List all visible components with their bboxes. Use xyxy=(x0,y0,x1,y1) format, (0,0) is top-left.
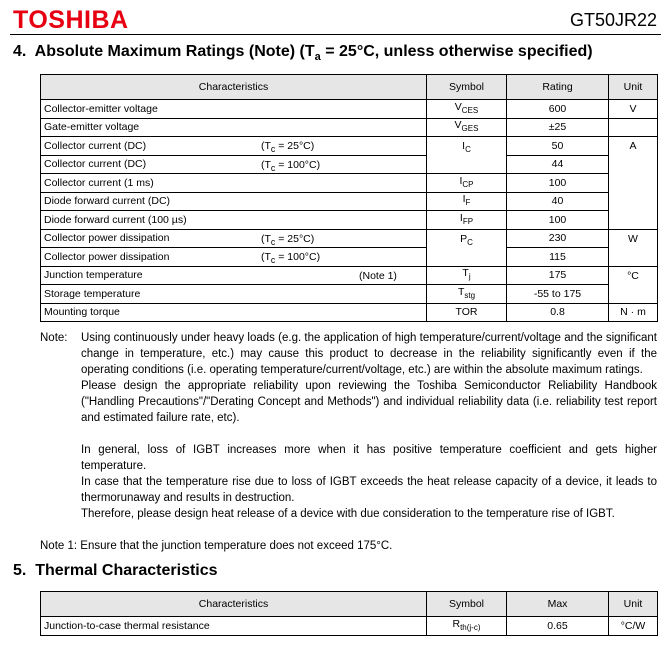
row-characteristic: Gate-emitter voltage xyxy=(41,118,427,137)
table-row xyxy=(41,155,658,174)
row-unit xyxy=(609,118,658,137)
row-characteristic: Diode forward current (DC) xyxy=(41,192,427,211)
table-row xyxy=(41,174,658,193)
note-spacer xyxy=(81,426,657,442)
table-row xyxy=(41,248,658,267)
header-rule xyxy=(10,34,661,35)
row-unit: W xyxy=(609,229,658,266)
row-symbol: $I_F$ xyxy=(427,192,507,211)
row-unit: N · m xyxy=(609,303,658,322)
header-unit: Unit xyxy=(609,592,658,617)
table-row xyxy=(41,303,658,322)
section-4-title-sub: a xyxy=(314,51,321,64)
row-condition: $(T_c = 25^\circ C)$ xyxy=(261,232,315,247)
note-paragraph: Using continuously under heavy loads (e.g. the application of high temperature/current/voltage and the significant change in temperature, etc.) may cause this product to decrease in the reliability significantly even if the operating conditions (i.e. operating temperature/current/voltage, etc.) are within the absolute maximum ratings. xyxy=(81,332,657,376)
row-condition: $(T_c = 100^\circ C)$ xyxy=(261,251,321,266)
section-4-title xyxy=(13,43,593,63)
row-symbol: $I_C$ xyxy=(427,137,507,174)
table-row xyxy=(41,211,658,230)
row-characteristic: Collector current (1 ms) xyxy=(41,174,427,193)
note-paragraph: Therefore, please design heat release of a device with due consideration to the temperature rise of IGBT. xyxy=(81,508,615,520)
row-rating: 0.8 xyxy=(507,303,609,322)
header-rating: Rating xyxy=(507,75,609,100)
row-characteristic: Collector-emitter voltage xyxy=(41,100,427,119)
row-note-ref: (Note 1) xyxy=(359,269,397,282)
row-condition: $(T_c = 100^\circ C)$ xyxy=(261,158,321,173)
row-symbol: TOR xyxy=(427,303,507,322)
table-row xyxy=(41,192,658,211)
row-rating: 600 xyxy=(507,100,609,119)
row-unit: A xyxy=(609,137,658,230)
row-rating: 230 xyxy=(507,229,609,248)
section-4-number: 4. xyxy=(13,43,27,60)
table-row xyxy=(41,617,658,636)
row-characteristic: Collector power dissipation $(T_c = 100^\circ C)$ xyxy=(41,248,427,267)
row-characteristic: Storage temperature xyxy=(41,285,427,304)
table-row xyxy=(41,229,658,248)
row-characteristic: Diode forward current (100 µs) xyxy=(41,211,427,230)
row-rating: 115 xyxy=(507,248,609,267)
table-row xyxy=(41,266,658,285)
note-body xyxy=(81,330,657,522)
header-unit: Unit xyxy=(609,75,658,100)
row-symbol: $T_j$ xyxy=(427,266,507,285)
row-symbol: $P_C$ xyxy=(427,229,507,266)
row-characteristic: Collector power dissipation $(T_c = 25^\circ C)$ xyxy=(41,229,427,248)
table-row xyxy=(41,100,658,119)
section-5-number: 5. xyxy=(13,562,27,579)
row-rating: 100 xyxy=(507,211,609,230)
table-header-row xyxy=(41,75,658,100)
part-number: GT50JR22 xyxy=(569,10,657,30)
table-row xyxy=(41,285,658,304)
row-characteristic: Junction temperature (Note 1) xyxy=(41,266,427,285)
table-row xyxy=(41,118,658,137)
row-symbol: $R_{th(j-c)}$ xyxy=(427,617,507,636)
row-symbol: $V_{CES}$ xyxy=(427,100,507,119)
row-unit: °C/W xyxy=(609,617,658,636)
header-characteristics: Characteristics xyxy=(41,75,427,100)
thermal-characteristics-table xyxy=(40,591,658,636)
section-4-title-post: = 25°C, unless otherwise specified) xyxy=(320,43,593,60)
row-rating: 50 xyxy=(507,137,609,156)
note-1: Note 1: Ensure that the junction temperature does not exceed 175°C. xyxy=(40,540,393,552)
note-paragraph: In case that the temperature rise due to loss of IGBT exceeds the heat release capacity of a device, it leads to thermorunaway and results in destruction. xyxy=(81,476,657,504)
row-characteristic: Collector current (DC) $(T_c = 100^\circ C)$ xyxy=(41,155,427,174)
note-paragraph: Please design the appropriate reliability upon reviewing the Toshiba Semiconductor Reliability Handbook ("Handling Precautions"/"Derating Concept and Methods") and individual reliability data (i.e. reliability test report and estimated failure rate, etc). xyxy=(81,380,657,424)
absolute-max-ratings-table xyxy=(40,74,658,322)
table-header-row xyxy=(41,592,658,617)
table-row xyxy=(41,137,658,156)
row-characteristic: Collector current (DC) $(T_c = 25^\circ C)$ xyxy=(41,137,427,156)
row-unit: V xyxy=(609,100,658,119)
row-rating: 40 xyxy=(507,192,609,211)
note-paragraph: In general, loss of IGBT increases more when it has positive temperature coefficient and gets higher temperature. xyxy=(81,444,657,472)
header-symbol: Symbol xyxy=(427,75,507,100)
row-characteristic: Mounting torque xyxy=(41,303,427,322)
row-rating: 175 xyxy=(507,266,609,285)
row-symbol: $V_{GES}$ xyxy=(427,118,507,137)
row-condition: $(T_c = 25^\circ C)$ xyxy=(261,140,315,155)
toshiba-logo: TOSHIBA xyxy=(13,6,129,34)
row-symbol: $I_{FP}$ xyxy=(427,211,507,230)
header-symbol: Symbol xyxy=(427,592,507,617)
section-5-title xyxy=(13,562,218,580)
header-characteristics: Characteristics xyxy=(41,592,427,617)
section-5-title-text: Thermal Characteristics xyxy=(35,562,218,579)
row-rating: 44 xyxy=(507,155,609,174)
row-symbol: $I_{CP}$ xyxy=(427,174,507,193)
note-label: Note: xyxy=(40,332,68,344)
row-rating: 100 xyxy=(507,174,609,193)
row-max: 0.65 xyxy=(507,617,609,636)
row-unit: °C xyxy=(609,266,658,303)
section-4-title-pre: Absolute Maximum Ratings (Note) (T xyxy=(34,43,315,60)
row-characteristic: Junction-to-case thermal resistance xyxy=(41,617,427,636)
row-rating: ±25 xyxy=(507,118,609,137)
row-rating: -55 to 175 xyxy=(507,285,609,304)
header-max: Max xyxy=(507,592,609,617)
row-symbol: $T_{stg}$ xyxy=(427,285,507,304)
